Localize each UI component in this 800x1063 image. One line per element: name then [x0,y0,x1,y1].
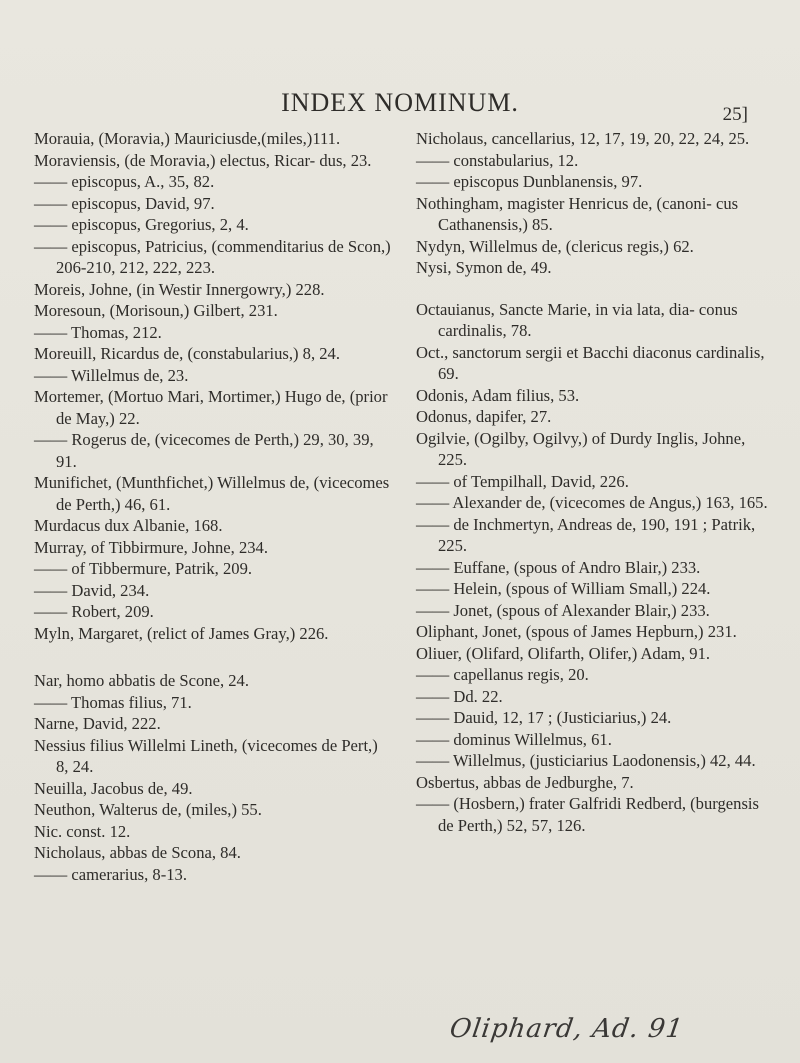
index-entry: —— Dauid, 12, 17 ; (Justiciarius,) 24. [416,708,672,727]
index-entry: Narne, David, 222. [34,714,161,733]
section-gap [34,644,394,670]
index-entry: —— capellanus regis, 20. [416,665,589,684]
index-entry: Oct., sanctorum sergii et Bacchi diaconus cardinalis, 69. [416,342,765,383]
index-entry: Osbertus, abbas de Jedburghe, 7. [416,772,634,792]
index-entry: —— Euffane, (spous of Andro Blair,) 233. [416,557,701,577]
handwritten-note: Oliphard, Ad. 91 [447,1014,686,1044]
index-entry: —— (Hosbern,) frater Galfridi Redberd, (burgensis de Perth,) 52, 57, 126. [416,794,759,835]
left-column [34,128,394,885]
index-entry: —— Helein, (spous of William Small,) 224. [416,579,711,598]
index-entry: —— of Tempilhall, David, 226. [416,471,629,491]
index-entry: Murray, of Tibbirmure, Johne, 234. [34,537,268,557]
index-entry: —— episcopus, Gregorius, 2, 4. [34,215,249,234]
index-entry: Oliuer, (Olifard, Olifarth, Olifer,) Adam, 91. [416,643,711,663]
right-column [416,128,771,836]
index-entry: Odonis, Adam filius, 53. [416,385,580,405]
section-gap [416,279,771,299]
index-entry: —— Jonet, (spous of Alexander Blair,) 233. [416,600,710,620]
index-entry: —— dominus Willelmus, 61. [416,729,612,749]
index-entry: Moreis, Johne, (in Westir Innergowry,) 228. [34,279,325,299]
index-entry: Moraviensis, (de Moravia,) electus, Ricar- dus, 23. [34,150,372,170]
index-entry: —— Dd. 22. [416,686,503,706]
index-entry: Nydyn, Willelmus de, (clericus regis,) 62. [416,236,694,256]
index-entry: —— Rogerus de, (vicecomes de Perth,) 29, 30, 39, 91. [34,430,374,471]
index-entry: Murdacus dux Albanie, 168. [34,516,223,535]
index-entry: Morauia, (Moravia,) Mauriciusde,(miles,)111. [34,129,341,148]
index-entry: —— Willelmus de, 23. [34,365,189,385]
index-entry: Neuthon, Walterus de, (miles,) 55. [34,800,262,819]
index-entry: Nessius filius Willelmi Lineth, (vicecomes de Pert,) 8, 24. [34,735,378,776]
index-entry: Ogilvie, (Ogilby, Ogilvy,) of Durdy Inglis, Johne, 225. [416,428,746,469]
index-entry: —— Thomas, 212. [34,322,162,342]
index-entry: —— episcopus, Patricius, (commenditarius de Scon,) 206-210, 212, 222, 223. [34,236,391,277]
index-entry: Munifichet, (Munthfichet,) Willelmus de, (vicecomes de Perth,) 46, 61. [34,473,390,514]
index-entry: Nicholaus, cancellarius, 12, 17, 19, 20, 22, 24, 25. [416,129,750,148]
index-entry: Nysi, Symon de, 49. [416,258,552,277]
index-entry: —— episcopus Dunblanensis, 97. [416,172,643,191]
index-entry: Myln, Margaret, (relict of James Gray,) 226. [34,623,329,643]
index-entry: —— Thomas filius, 71. [34,692,192,712]
index-entry: Moresoun, (Morisoun,) Gilbert, 231. [34,301,278,320]
index-entry: Odonus, dapifer, 27. [416,407,552,426]
index-entry: Nothingham, magister Henricus de, (canoni- cus Cathanensis,) 85. [416,193,739,234]
index-entry: Nar, homo abbatis de Scone, 24. [34,671,250,690]
index-entry: —— episcopus, A., 35, 82. [34,172,215,191]
index-entry: —— episcopus, David, 97. [34,193,215,213]
index-entry: —— de Inchmertyn, Andreas de, 190, 191 ; Patrik, 225. [416,514,756,555]
index-entry: —— camerarius, 8-13. [34,864,187,884]
index-entry: —— Alexander de, (vicecomes de Angus,) 163, 165. [416,493,768,512]
index-entry: —— constabularius, 12. [416,150,579,170]
index-entry: —— of Tibbermure, Patrik, 209. [34,559,253,578]
index-entry: —— David, 234. [34,580,150,600]
index-entry: Mortemer, (Mortuo Mari, Mortimer,) Hugo de, (prior de May,) 22. [34,387,388,428]
page-number: 25] [722,104,748,125]
index-entry: Nic. const. 12. [34,821,131,841]
index-entry: Neuilla, Jacobus de, 49. [34,778,193,798]
index-entry: Nicholaus, abbas de Scona, 84. [34,843,241,862]
index-entry: Oliphant, Jonet, (spous of James Hepburn,) 231. [416,622,737,641]
index-entry: —— Robert, 209. [34,602,154,621]
index-entry: Octauianus, Sancte Marie, in via lata, dia- conus cardinalis, 78. [416,299,738,340]
page-title: INDEX NOMINUM. [281,88,519,117]
index-entry: —— Willelmus, (justiciarius Laodonensis,) 42, 44. [416,751,756,770]
index-entry: Moreuill, Ricardus de, (constabularius,) 8, 24. [34,344,340,363]
